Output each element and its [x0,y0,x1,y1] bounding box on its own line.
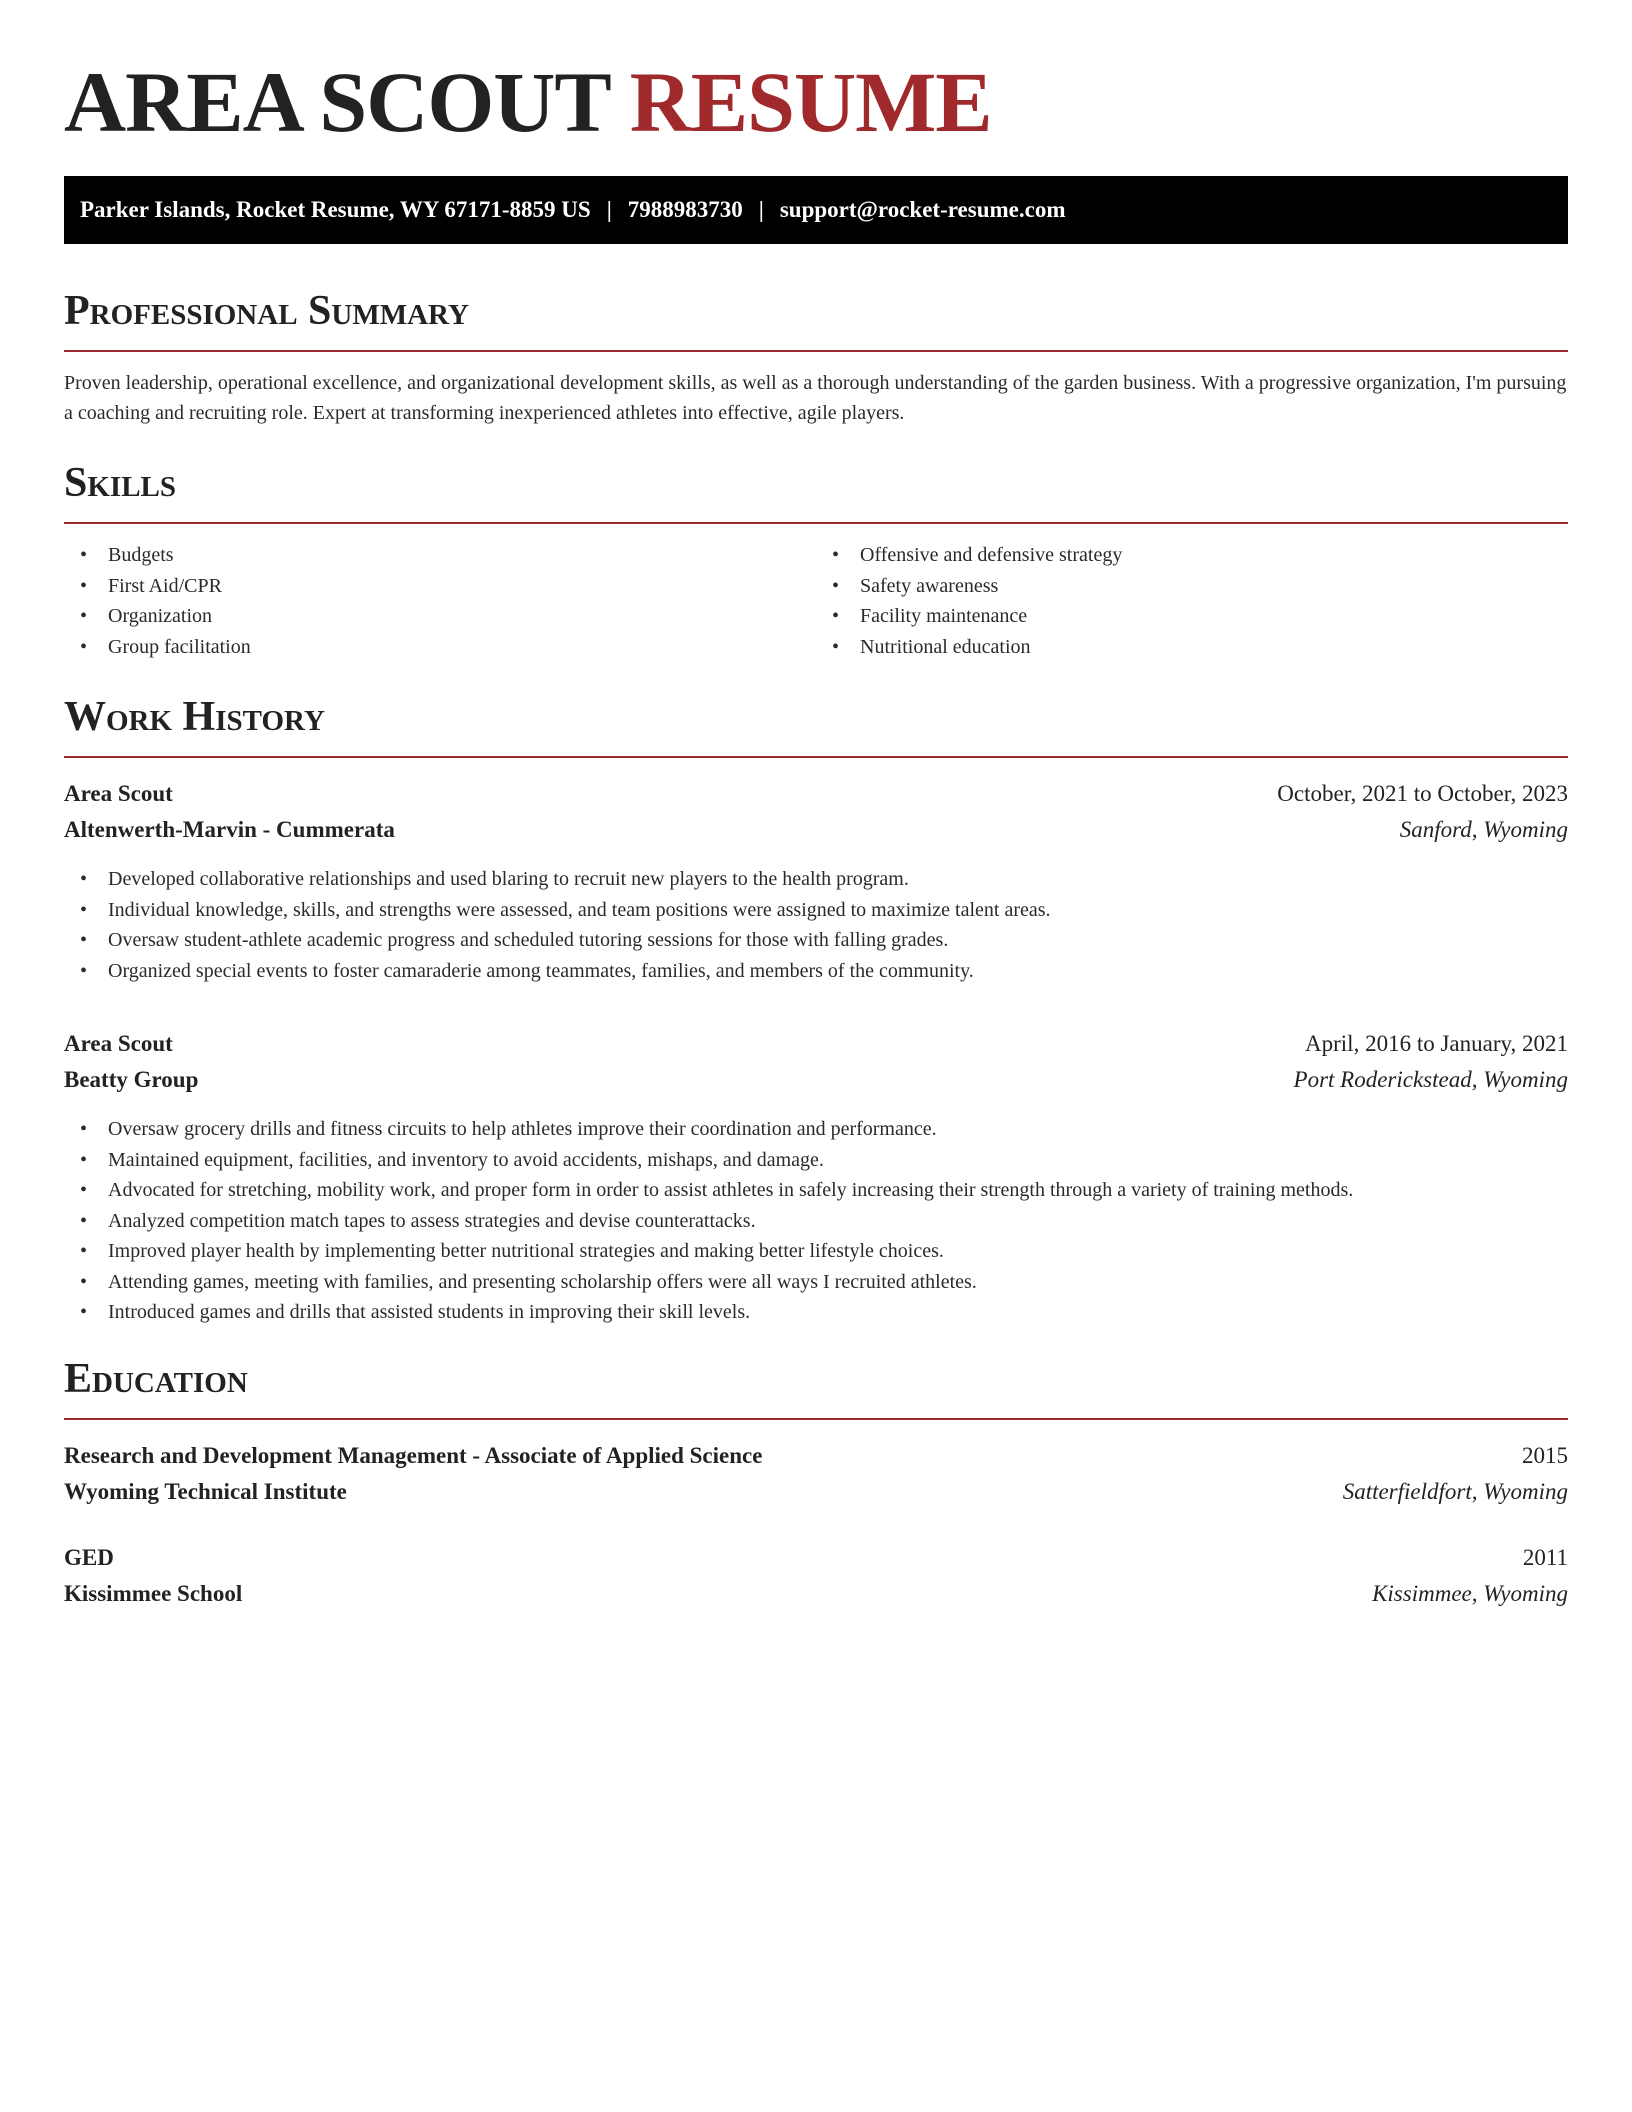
section-divider [64,756,1568,758]
education-degree-row [64,1540,1568,1576]
job-duty: • Advocated for stretching, mobility work, and proper form in order to assist athletes in safely increasing their strength through a variety of training methods. [64,1175,1568,1206]
education-heading: Education [64,1355,248,1402]
skills-section [64,458,1568,662]
education-degree: GED [64,1544,114,1570]
skills-column-left [64,540,816,662]
contact-separator: | [606,197,612,222]
education-degree: Research and Development Management - Associate of Applied Science [64,1442,763,1468]
job-location: Port Roderickstead, Wyoming [1293,1067,1568,1092]
section-divider [64,522,1568,524]
title-main: AREA SCOUT [64,54,610,150]
education-location: Satterfieldfort, Wyoming [1342,1478,1568,1504]
job-company-row [64,1062,1568,1098]
skill-item: • Nutritional education [816,632,1568,663]
job-entry [64,776,1568,986]
skill-item: • Safety awareness [816,571,1568,602]
skill-item: • First Aid/CPR [64,571,816,602]
job-duty: • Oversaw student-athlete academic progress and scheduled tutoring sessions for those with falling grades. [64,925,1568,956]
contact-phone: 7988983730 [627,197,743,222]
job-header-row [64,1026,1568,1062]
title-accent: RESUME [629,54,992,150]
job-duties-list [64,1114,1568,1328]
job-dates: October, 2021 to October, 2023 [1277,781,1568,806]
contact-email: support@rocket-resume.com [779,197,1066,222]
work-history-heading: Work History [64,694,325,740]
job-duty: • Oversaw grocery drills and fitness circuits to help athletes improve their coordination and performance. [64,1114,1568,1145]
job-title: Area Scout [64,781,173,806]
education-degree-row [64,1438,1568,1474]
contact-address: Parker Islands, Rocket Resume, WY 67171-8859 US [80,197,591,222]
summary-text: Proven leadership, operational excellence, and organizational development skills, as well as a thorough understanding of the garden business. With a progressive organization, I'm pursuing a coaching and recruiting role. Expert at transforming inexperienced athletes into effective, agile players. [64,372,1567,424]
education-school: Wyoming Technical Institute [64,1478,347,1504]
education-school-row [64,1474,1568,1510]
skill-item: • Budgets [64,540,816,571]
job-duty: • Developed collaborative relationships and used blaring to recruit new players to the health program. [64,864,1568,895]
skills-column-right [816,540,1568,662]
contact-separator: | [758,197,764,222]
job-dates: April, 2016 to January, 2021 [1305,1031,1568,1056]
skill-item: • Organization [64,601,816,632]
job-duty: • Individual knowledge, skills, and strengths were assessed, and team positions were assigned to maximize talent areas. [64,895,1568,926]
education-school: Kissimmee School [64,1580,243,1606]
skills-grid [64,540,1568,662]
section-divider [64,350,1568,352]
job-duty: • Attending games, meeting with families, and presenting scholarship offers were all ways I recruited athletes. [64,1267,1568,1298]
job-company: Altenwerth-Marvin - Cummerata [64,817,395,842]
job-duty: • Introduced games and drills that assisted students in improving their skill levels. [64,1297,1568,1328]
education-year: 2015 [1522,1442,1568,1468]
summary-heading: Professional Summary [64,288,469,334]
education-section [64,1354,1568,1612]
work-history-section [64,692,1568,1328]
job-duty: • Organized special events to foster camaraderie among teammates, families, and members of the community. [64,956,1568,987]
section-divider [64,1418,1568,1420]
job-title: Area Scout [64,1031,173,1056]
education-entry [64,1540,1568,1612]
skill-item: • Group facilitation [64,632,816,663]
skill-item: • Offensive and defensive strategy [816,540,1568,571]
skills-heading: Skills [64,460,177,506]
job-duties-list [64,864,1568,986]
job-header-row [64,776,1568,812]
summary-section [64,286,1568,428]
skill-item: • Facility maintenance [816,601,1568,632]
job-duty: • Maintained equipment, facilities, and inventory to avoid accidents, mishaps, and damage. [64,1145,1568,1176]
job-location: Sanford, Wyoming [1399,817,1568,842]
education-school-row [64,1576,1568,1612]
job-company: Beatty Group [64,1067,199,1092]
education-entry [64,1438,1568,1510]
resume-title [64,52,1568,152]
education-location: Kissimmee, Wyoming [1372,1580,1568,1606]
education-year: 2011 [1522,1544,1568,1570]
job-duty: • Improved player health by implementing better nutritional strategies and making better lifestyle choices. [64,1236,1568,1267]
job-duty: • Analyzed competition match tapes to assess strategies and devise counterattacks. [64,1206,1568,1237]
contact-bar [64,176,1568,244]
job-company-row [64,812,1568,848]
job-entry [64,1026,1568,1328]
